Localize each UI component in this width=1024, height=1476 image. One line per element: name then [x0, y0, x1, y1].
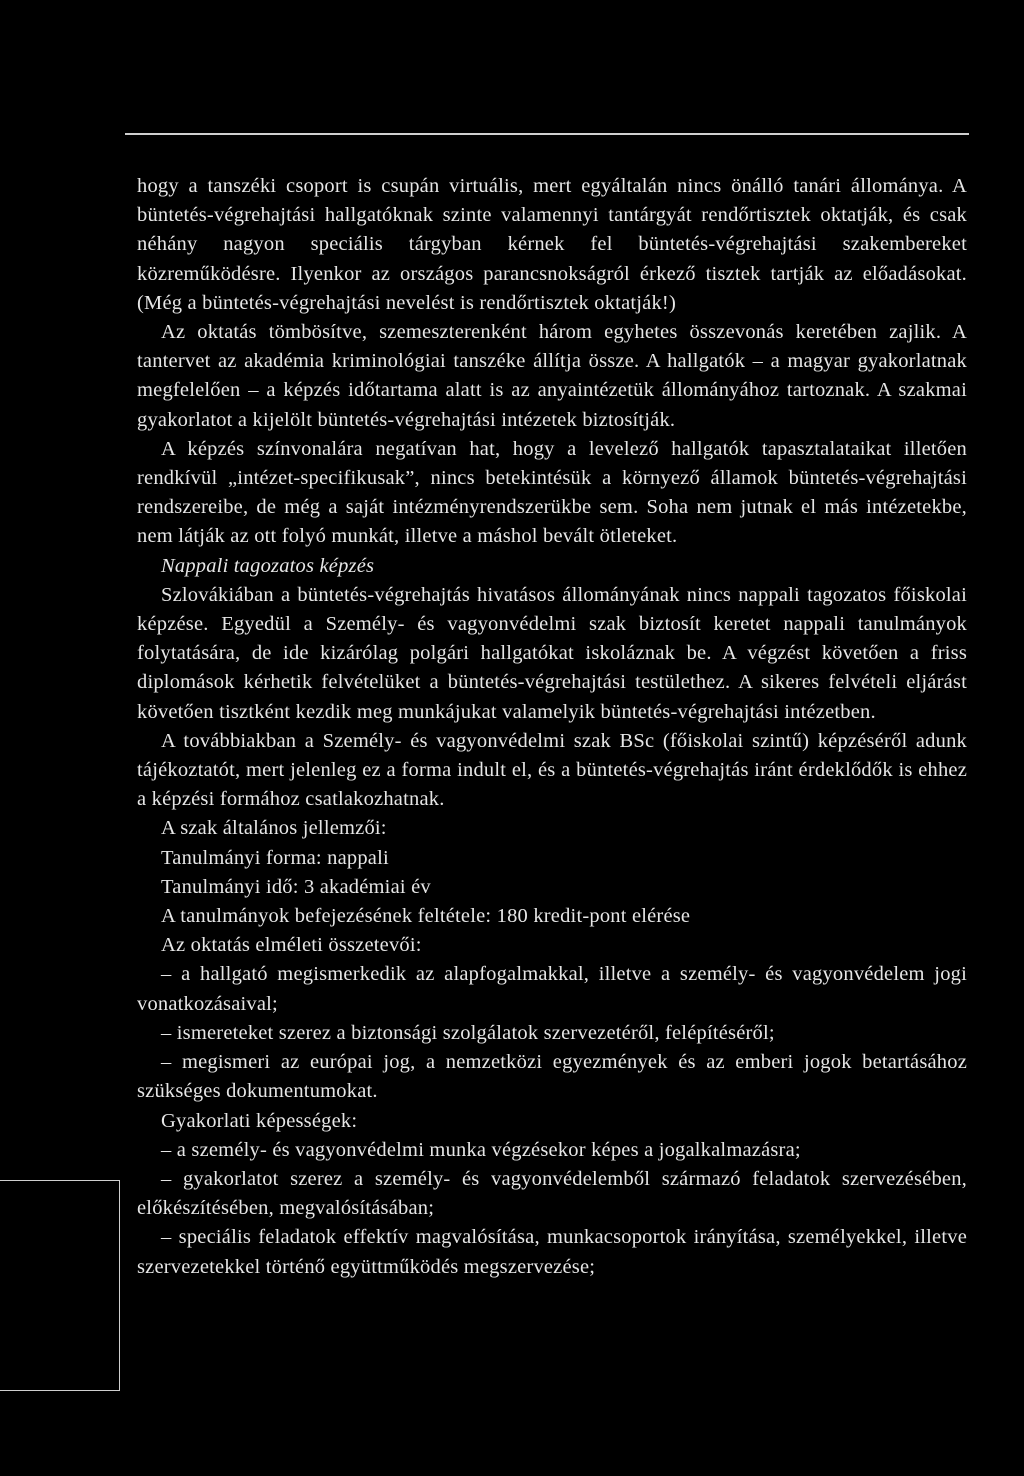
header-rule [125, 133, 969, 135]
paragraph-slovakia: Szlovákiában a büntetés-végrehajtás hivatásos állományának nincs nappali tagozatos főiskolai képzése. Egyedül a Személy- és vagyonvédelmi szak biztosít keretet nappali tanulmányok folytatására, de ide kizárólag polgári hallgatókat iskoláznak be. A végzést követően a friss diplomások kérhetik felvételüket a büntetés-végrehajtási testülethez. A sikeres felvételi eljárást követően tisztként kezdik meg munkájukat valamelyik büntetés-végrehajtási intézetben. [137, 583, 967, 723]
list-heading-theory: Az oktatás elméleti összetevői: [161, 934, 422, 957]
paragraph-training-schedule: Az oktatás tömbösítve, szemeszterenként három egyhetes összevonás keretében zajlik. A tantervet az akadémia kriminológiai tanszéke állítja össze. A hallgatók – a magyar gyakorlatnak megfelelően – a képzés időtartama alatt is az anyaintézetük állományához tartoznak. A szakmai gyakorlatot a kijelölt büntetés-végrehajtási intézetek biztosítják. [137, 321, 967, 431]
paragraph-continuation: hogy a tanszéki csoport is csupán virtuális, mert egyáltalán nincs önálló tanári állománya. A büntetés-végrehajtási hallgatóknak szinte valamennyi tantárgyát rendőrtisztek oktatják, és csak néhány nagyon speciális tárgyban kérnek fel büntetés-végrehajtási szakembereket közreműködésre. Ilyenkor az országos parancsnokságról érkező tisztek tartják az előadásokat. (Még a büntetés-végrehajtási nevelést is rendőrtisztek oktatják!) [137, 175, 967, 314]
margin-bracket-top [0, 1180, 120, 1181]
list-item-study-form: Tanulmányi forma: nappali [161, 846, 389, 869]
margin-bracket-vertical [119, 1180, 120, 1391]
list-heading-general: A szak általános jellemzői: [161, 817, 387, 840]
margin-bracket-bottom [0, 1390, 120, 1391]
paragraph-training-quality: A képzés színvonalára negatívan hat, hogy a levelező hallgatók tapasztalataikat illetően rendkívül „intézet-specifikusak”, nincs betekintésük a környező államok büntetés-végrehajtási rendszereibe, de még a saját intézményrendszerükbe sem. Soha nem jutnak el más intézetekbe, nem látják az ott folyó munkát, illetve a máshol bevált ötleteket. [137, 437, 967, 548]
document-body [137, 172, 967, 1282]
list-item-theory-1: – a hallgató megismerkedik az alapfogalmakkal, illetve a személy- és vagyonvédelem jogi vonatkozásaival; [137, 963, 967, 1015]
list-item-theory-3: – megismeri az európai jog, a nemzetközi egyezmények és az emberi jogok betartásához szükséges dokumentumokat. [137, 1051, 967, 1103]
list-heading-practice: Gyakorlati képességek: [161, 1109, 358, 1132]
list-item-practice-1: – a személy- és vagyonvédelmi munka végzésekor képes a jogalkalmazásra; [161, 1138, 801, 1161]
list-item-practice-3: – speciális feladatok effektív magvalósítása, munkacsoportok irányítása, személyekkel, illetve szervezetekkel történő együttműködés megszervezése; [137, 1226, 967, 1278]
list-item-study-time: Tanulmányi idő: 3 akadémiai év [161, 875, 431, 898]
list-item-theory-2: – ismereteket szerez a biztonsági szolgálatok szervezetéről, felépítéséről; [161, 1021, 775, 1044]
section-heading-fulltime: Nappali tagozatos képzés [161, 554, 375, 577]
list-item-practice-2: – gyakorlatot szerez a személy- és vagyonvédelemből származó feladatok szervezésében, előkészítésében, megvalósításában; [137, 1167, 967, 1220]
paragraph-bsc-info: A továbbiakban a Személy- és vagyonvédelmi szak BSc (főiskolai szintű) képzéséről adunk tájékoztatót, mert jelenleg ez a forma indult el, és a büntetés-végrehajtás iránt érdeklődők is ehhez a képzési formához csatlakozhatnak. [137, 729, 967, 811]
list-item-completion: A tanulmányok befejezésének feltétele: 180 kredit-pont elérése [161, 905, 691, 928]
